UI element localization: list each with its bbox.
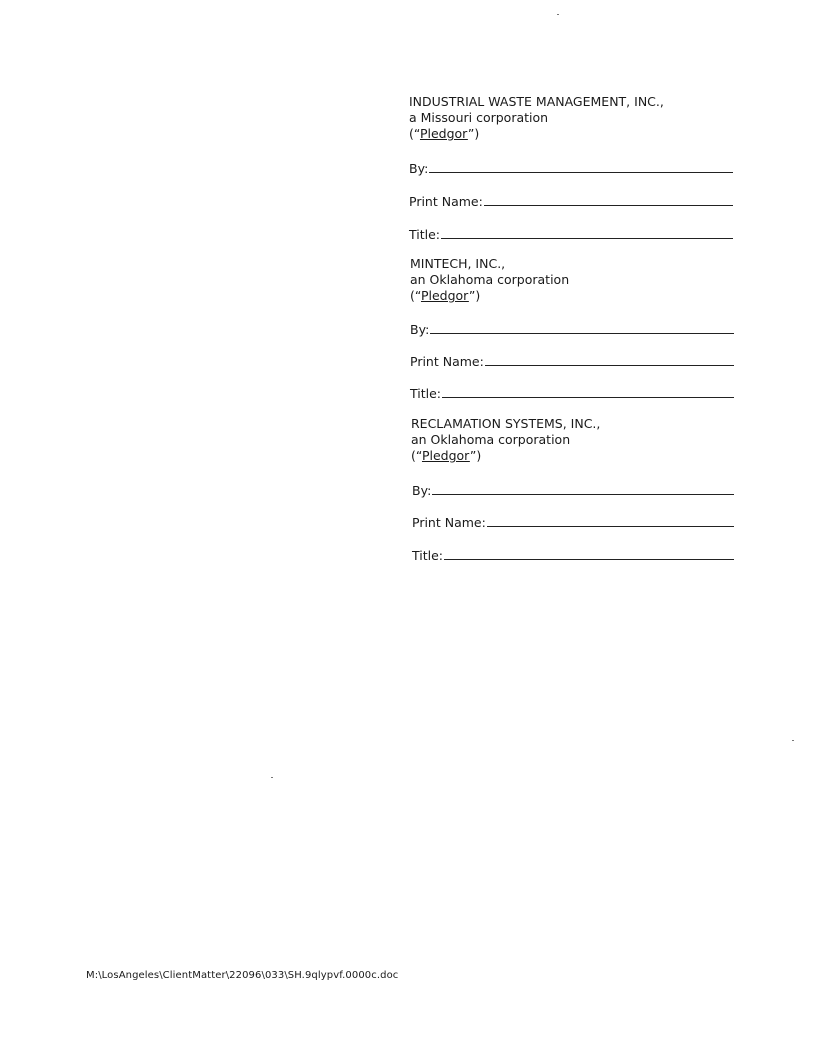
role-close-paren: ”) bbox=[467, 126, 480, 141]
print-name-label: Print Name: bbox=[412, 515, 486, 530]
scan-speck bbox=[557, 14, 559, 15]
entity-role bbox=[409, 126, 739, 142]
entity-role bbox=[410, 288, 740, 304]
title-label: Title: bbox=[410, 386, 441, 401]
signature-rule bbox=[487, 526, 734, 527]
title-label: Title: bbox=[409, 227, 440, 242]
entity-name: RECLAMATION SYSTEMS, INC., bbox=[411, 416, 601, 431]
document-file-path: M:\LosAngeles\ClientMatter\22096\033\SH.9qlypvf.0000c.doc bbox=[86, 970, 399, 981]
signature-rule bbox=[484, 205, 733, 206]
role-open-paren: (“ bbox=[410, 288, 421, 303]
print-name-label: Print Name: bbox=[410, 354, 484, 369]
signature-block-reclamation bbox=[411, 416, 741, 464]
role-close-paren: ”) bbox=[468, 288, 481, 303]
role-label: Pledgor bbox=[420, 288, 469, 303]
print-name-line[interactable] bbox=[412, 512, 734, 530]
entity-description: a Missouri corporation bbox=[409, 110, 549, 125]
scan-speck bbox=[792, 740, 794, 741]
by-label: By: bbox=[409, 161, 429, 176]
print-name-line[interactable] bbox=[410, 351, 734, 369]
signature-rule bbox=[432, 494, 734, 495]
role-open-paren: (“ bbox=[409, 126, 420, 141]
signature-rule bbox=[444, 559, 734, 560]
entity-role bbox=[411, 448, 741, 464]
by-label: By: bbox=[412, 483, 432, 498]
entity-name: MINTECH, INC., bbox=[410, 256, 506, 271]
role-open-paren: (“ bbox=[411, 448, 422, 463]
signature-rule bbox=[429, 172, 733, 173]
title-line[interactable] bbox=[412, 545, 734, 563]
print-name-line[interactable] bbox=[409, 191, 733, 209]
by-signature-line[interactable] bbox=[410, 319, 734, 337]
by-label: By: bbox=[410, 322, 430, 337]
role-label: Pledgor bbox=[419, 126, 468, 141]
signature-rule bbox=[441, 238, 733, 239]
signature-block-mintech bbox=[410, 256, 740, 304]
role-label: Pledgor bbox=[421, 448, 470, 463]
entity-description: an Oklahoma corporation bbox=[411, 432, 571, 447]
signature-block-industrial-waste bbox=[409, 94, 739, 142]
role-close-paren: ”) bbox=[469, 448, 482, 463]
title-line[interactable] bbox=[409, 224, 733, 242]
signature-rule bbox=[430, 333, 734, 334]
entity-description: an Oklahoma corporation bbox=[410, 272, 570, 287]
by-signature-line[interactable] bbox=[409, 158, 733, 176]
signature-rule bbox=[442, 397, 734, 398]
by-signature-line[interactable] bbox=[412, 480, 734, 498]
title-label: Title: bbox=[412, 548, 443, 563]
scan-speck bbox=[271, 777, 273, 778]
title-line[interactable] bbox=[410, 383, 734, 401]
entity-name: INDUSTRIAL WASTE MANAGEMENT, INC., bbox=[409, 94, 664, 109]
print-name-label: Print Name: bbox=[409, 194, 483, 209]
signature-rule bbox=[485, 365, 734, 366]
